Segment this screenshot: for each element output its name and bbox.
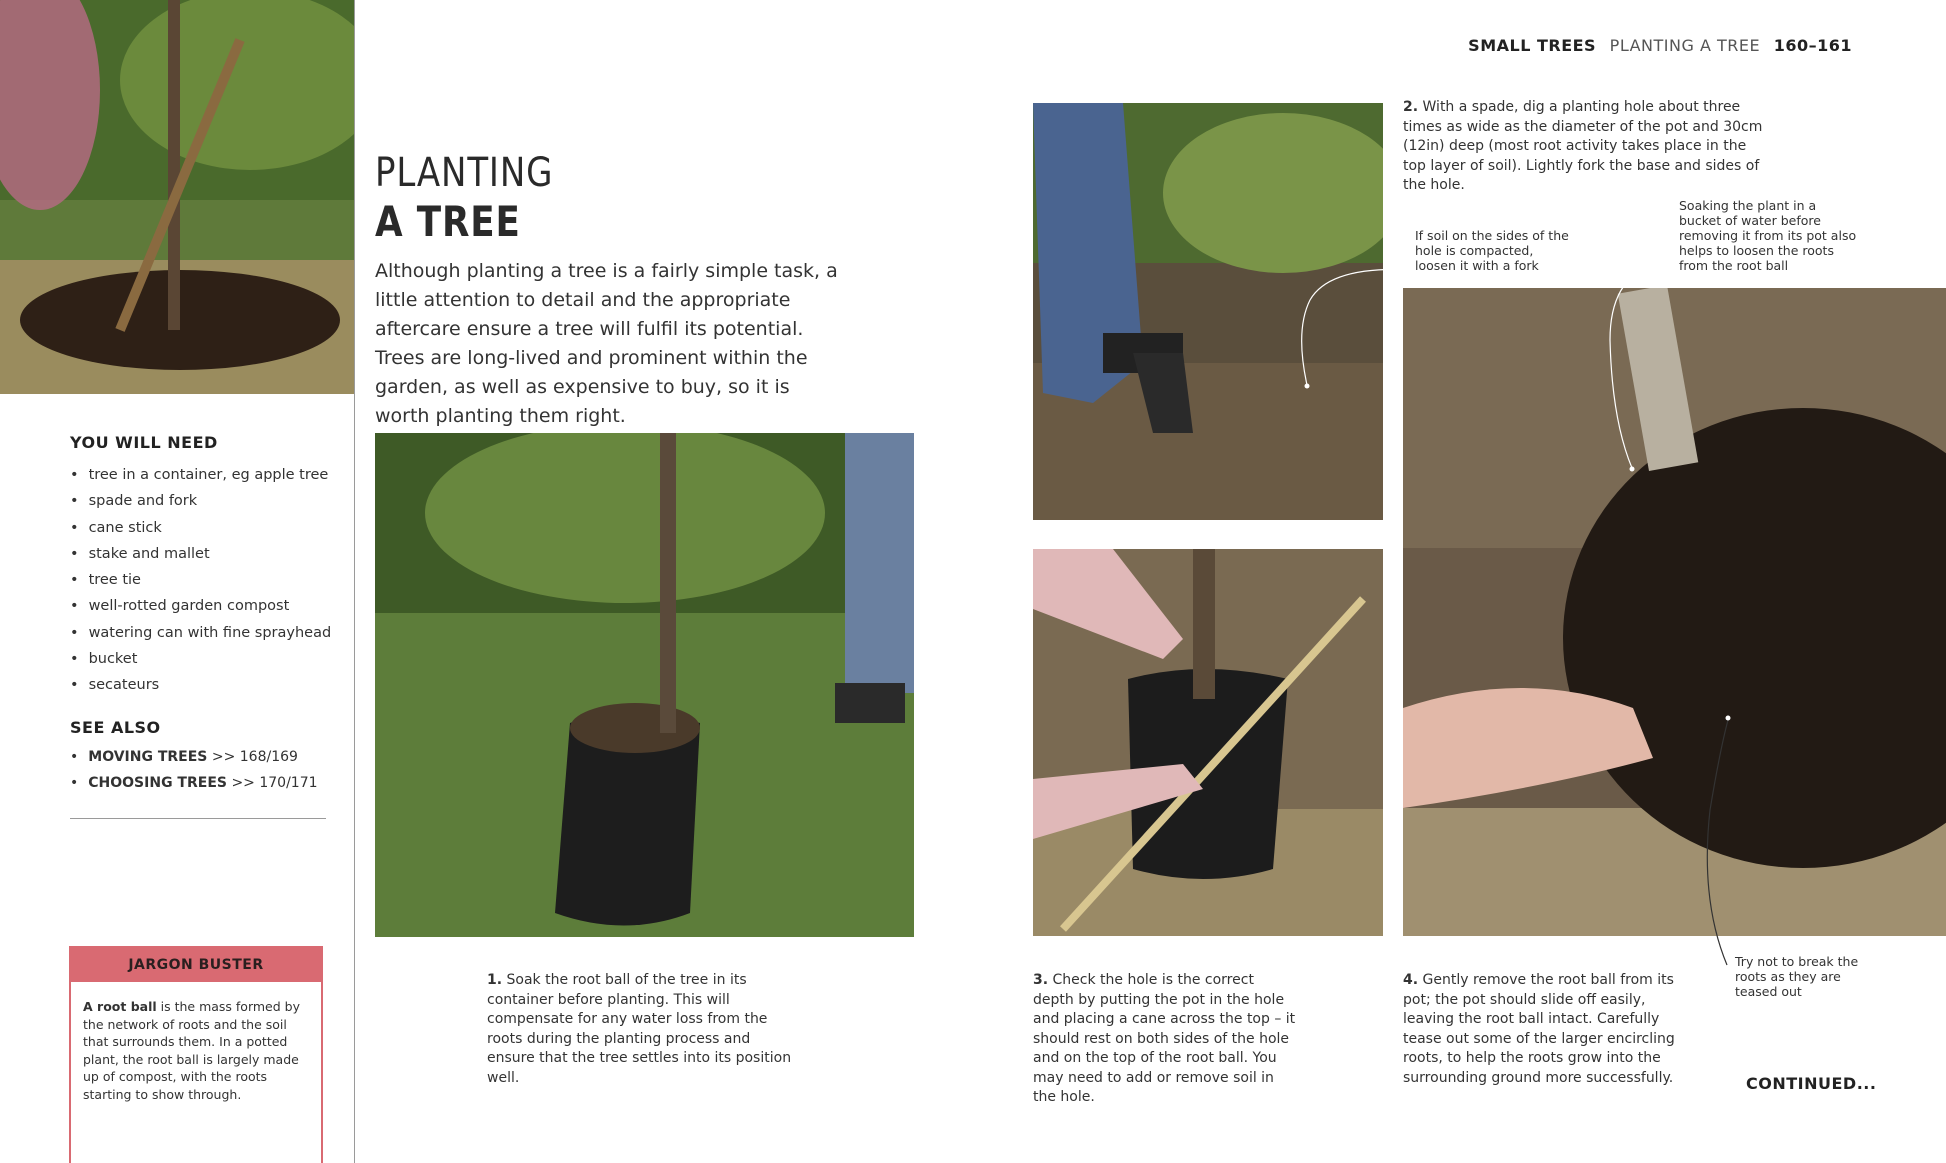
you-will-need-list xyxy=(70,462,331,699)
step-number: 2. xyxy=(1403,99,1419,115)
see-also-title: MOVING TREES xyxy=(88,749,208,765)
list-item: • well-rotted garden compost xyxy=(70,593,331,619)
annotation-compacted: If soil on the sides of the hole is compacted, loosen it with a fork xyxy=(1415,228,1569,273)
see-also-ref: >> 170/171 xyxy=(231,775,318,791)
step-3-caption xyxy=(1033,971,1298,1108)
sidebar-rule xyxy=(70,818,326,819)
digging-hole-photo xyxy=(1033,103,1383,520)
see-also-ref: >> 168/169 xyxy=(211,749,298,765)
jargon-buster-text xyxy=(71,982,321,1119)
checking-depth-photo xyxy=(1033,549,1383,936)
list-item: • secateurs xyxy=(70,672,331,698)
step-text: Soak the root ball of the tree in its container before planting. This will compensate for any water loss from the roots during the planting process and ensure that the tree settles into its position well. xyxy=(487,972,792,1086)
list-item: • stake and mallet xyxy=(70,541,331,567)
staked-tree-photo xyxy=(0,0,355,394)
list-item: • bucket xyxy=(70,646,331,672)
root-ball-photo xyxy=(1403,288,1946,936)
step-text: Gently remove the root ball from its pot; the pot should slide off easily, leaving the root ball intact. Carefully tease out some of the larger encircling roots, to help the roots grow into the surrounding ground more successfully. xyxy=(1403,972,1675,1086)
jargon-definition: is the mass formed by the network of roots and the soil that surrounds them. In a potted plant, the root ball is largely made up of compost, with the roots starting to show through. xyxy=(83,999,300,1102)
see-also-heading: SEE ALSO xyxy=(70,718,161,737)
header-section: SMALL TREES xyxy=(1468,36,1597,55)
step-number: 1. xyxy=(487,972,503,988)
step-1-caption xyxy=(487,971,797,1088)
continued-label: CONTINUED... xyxy=(1746,1074,1877,1093)
annotation-soaking: Soaking the plant in a bucket of water before removing it from its pot also helps to loosen the roots from the root ball xyxy=(1679,198,1857,273)
soaking-root-ball-photo xyxy=(375,433,914,937)
step-text: With a spade, dig a planting hole about three times as wide as the diameter of the pot and 30cm (12in) deep (most root activity takes place in the top layer of soil). Lightly fork the base and sides of the hole. xyxy=(1403,99,1763,193)
jargon-buster-heading: JARGON BUSTER xyxy=(71,948,321,982)
jargon-term: A root ball xyxy=(83,999,157,1014)
annotation-teased: Try not to break the roots as they are teased out xyxy=(1735,954,1859,999)
running-header xyxy=(1468,36,1852,55)
step-text: Check the hole is the correct depth by putting the pot in the hole and placing a cane across the top – it should rest on both sides of the hole and on the top of the root ball. You may need to add or remove soil in the hole. xyxy=(1033,972,1296,1105)
page-numbers: 160–161 xyxy=(1773,36,1852,55)
you-will-need-heading: YOU WILL NEED xyxy=(70,433,218,452)
step-number: 3. xyxy=(1033,972,1049,988)
list-item: • tree tie xyxy=(70,567,331,593)
list-item: • tree in a container, eg apple tree xyxy=(70,462,331,488)
step-2-caption xyxy=(1403,98,1763,196)
see-also-title: CHOOSING TREES xyxy=(88,775,227,791)
page-title-line1: PLANTING xyxy=(375,150,554,196)
jargon-buster-box xyxy=(69,946,323,1163)
intro-paragraph: Although planting a tree is a fairly simple task, a little attention to detail and the appropriate aftercare ensure a tree will fulfil its potential. Trees are long-lived and prominent within the garden, as well as expensive to buy, so it is worth planting them right. xyxy=(375,260,838,427)
step-4-caption xyxy=(1403,971,1683,1088)
list-item: • cane stick xyxy=(70,515,331,541)
header-subsection: PLANTING A TREE xyxy=(1609,36,1761,55)
page-title-line2: A TREE xyxy=(375,197,521,246)
list-item: • watering can with fine sprayhead xyxy=(70,620,331,646)
see-also-link-choosing-trees[interactable] xyxy=(70,770,318,796)
see-also-list xyxy=(70,744,318,796)
sidebar-divider xyxy=(354,0,355,1163)
list-item: • spade and fork xyxy=(70,488,331,514)
step-number: 4. xyxy=(1403,972,1419,988)
see-also-link-moving-trees[interactable] xyxy=(70,744,318,770)
